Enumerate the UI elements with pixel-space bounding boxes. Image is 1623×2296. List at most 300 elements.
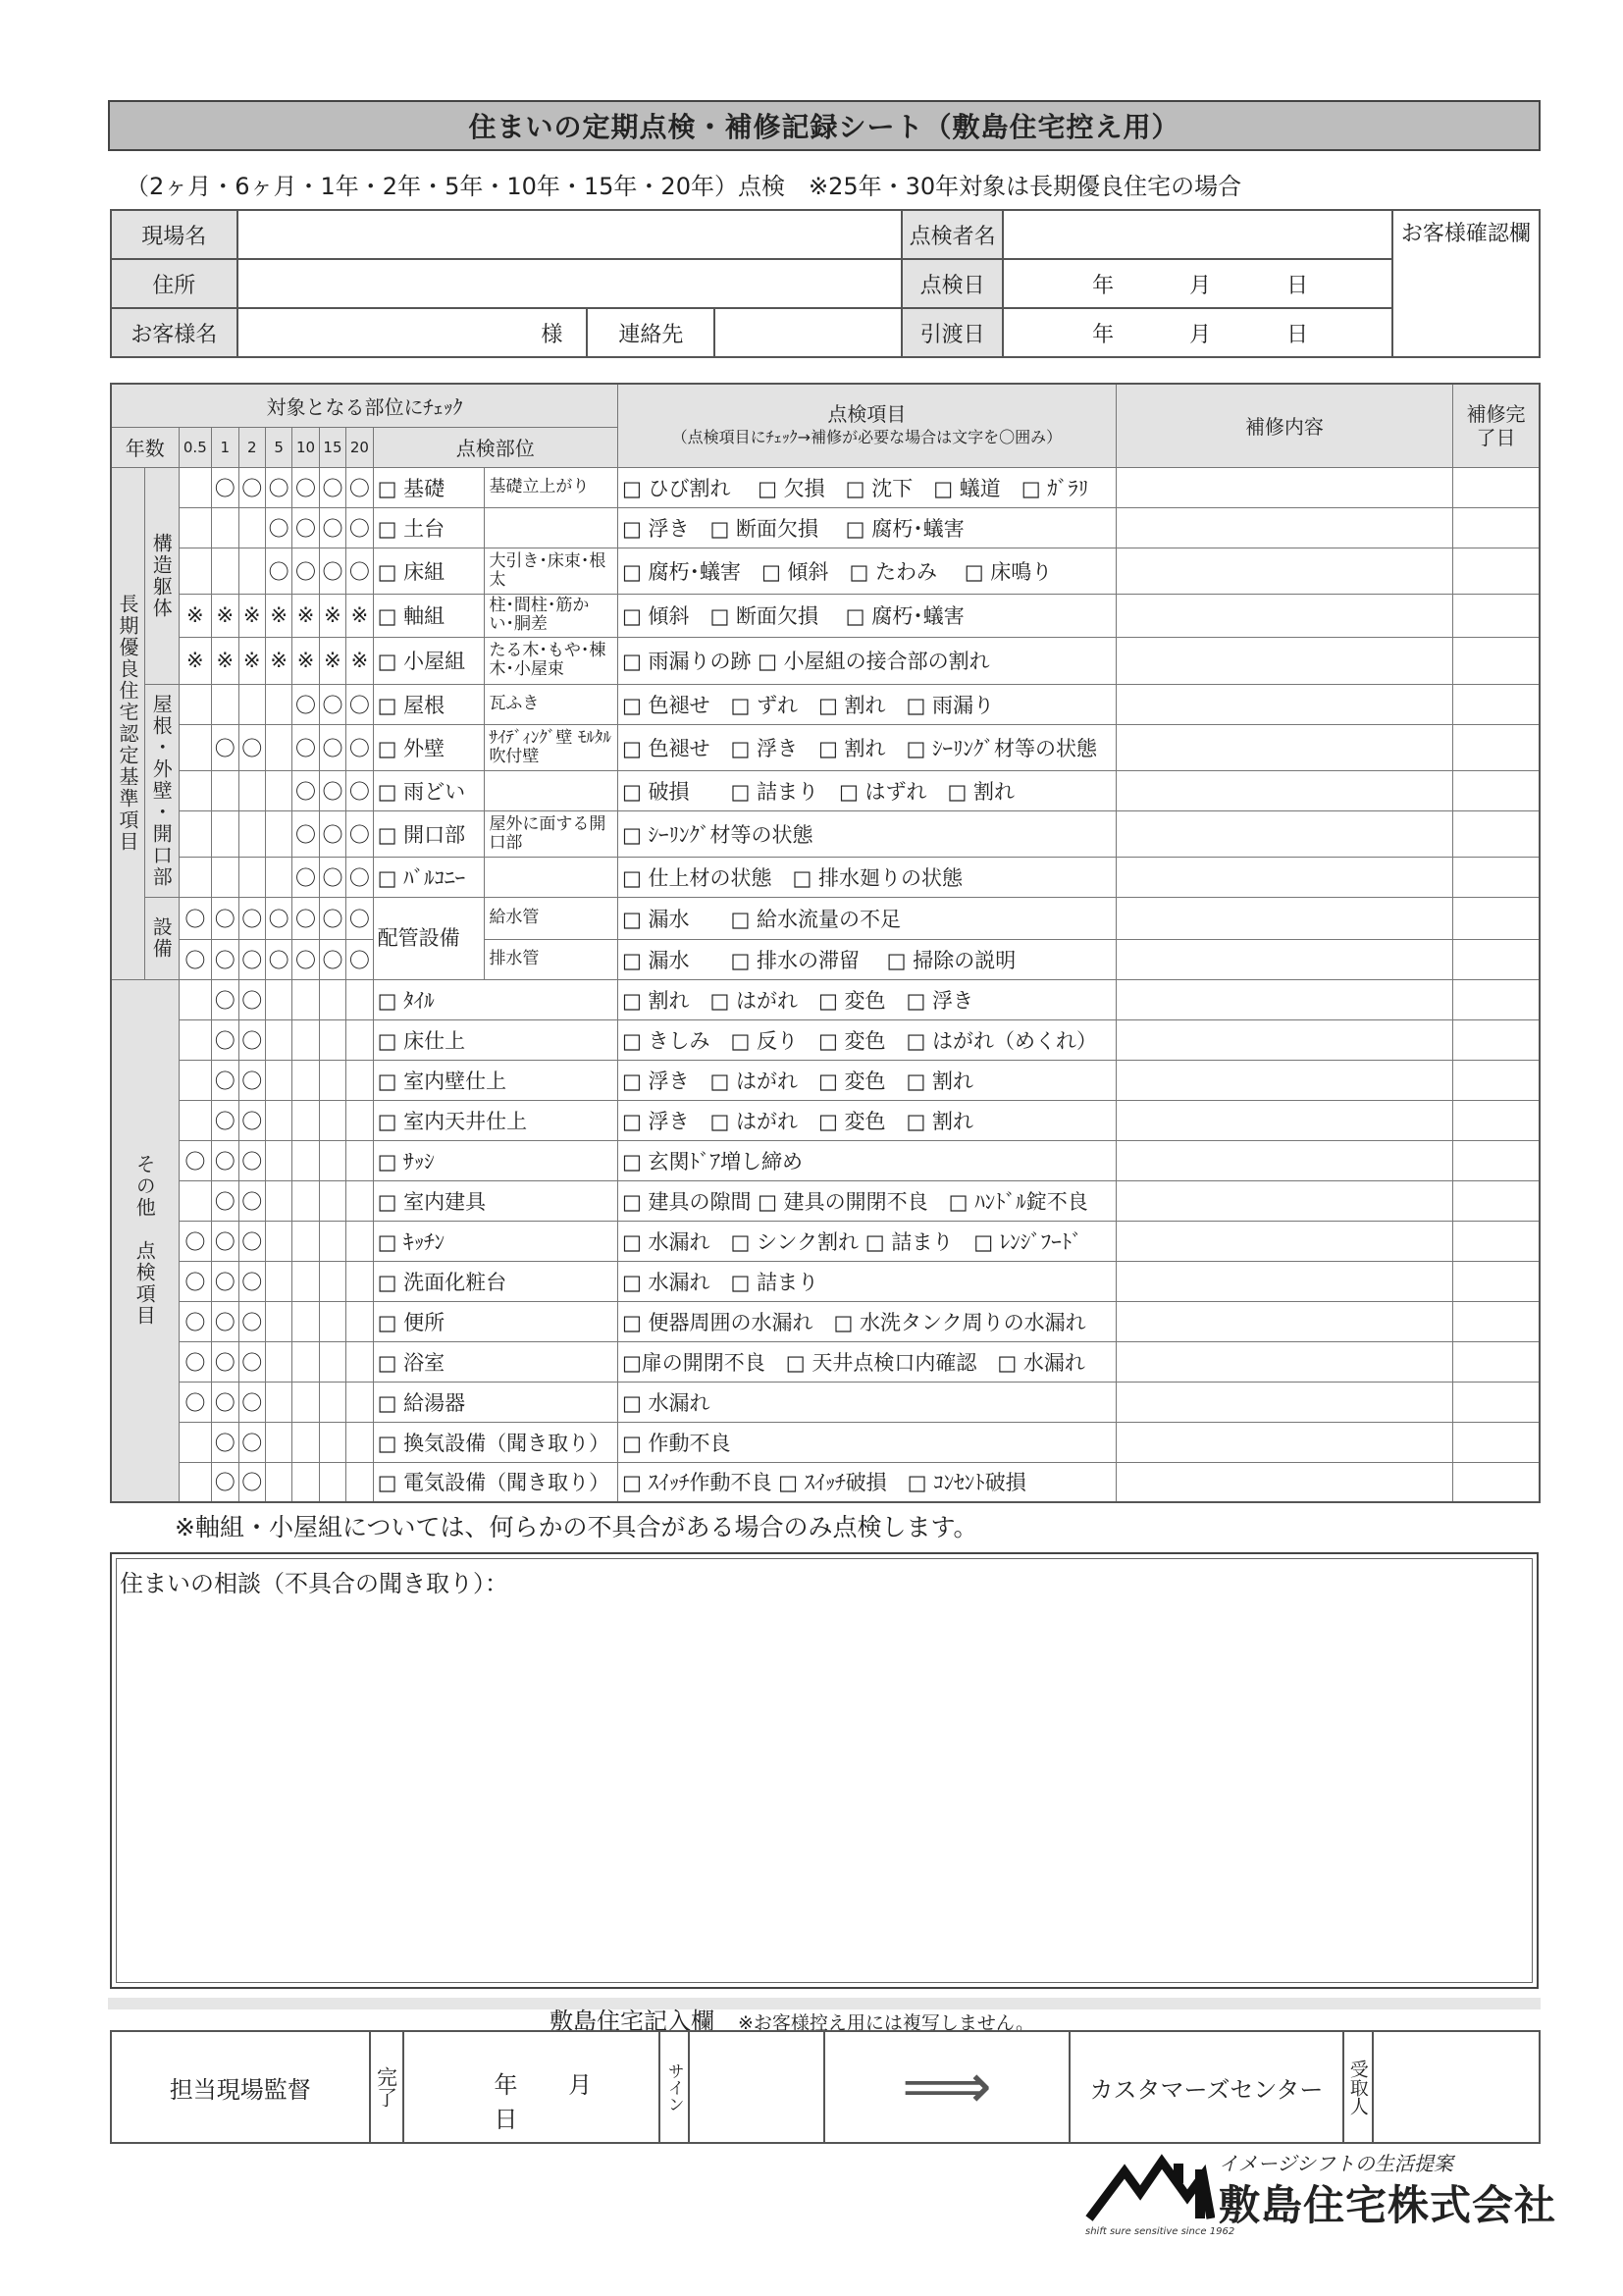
year-mark [265, 724, 291, 770]
year-mark [265, 810, 291, 857]
inspection-items[interactable]: □ 漏水 □ 給水流量の不足 [617, 897, 1116, 939]
address-field[interactable] [237, 259, 903, 308]
year-mark [319, 1341, 345, 1382]
year-mark [319, 1261, 345, 1301]
year-header: 2 [238, 427, 265, 467]
year-mark: 〇 [212, 1019, 238, 1060]
repair-content-cell[interactable] [1116, 810, 1452, 857]
consultation-box[interactable] [110, 1552, 1539, 1989]
inspection-items[interactable]: □ 雨漏りの跡 □ 小屋組の接合部の割れ [617, 637, 1116, 684]
year-mark: 〇 [212, 1422, 238, 1462]
table-row [111, 1180, 1540, 1221]
address-label: 住所 [111, 259, 237, 308]
year-mark: 〇 [319, 548, 345, 594]
inspection-items[interactable]: □ きしみ □ 反り □ 変色 □ はがれ（めくれ） [617, 1019, 1116, 1060]
part-checkbox[interactable]: □ ﾀｲﾙ [373, 979, 617, 1019]
year-mark [292, 1140, 319, 1180]
part-detail: 屋外に面する開口部 [485, 810, 618, 857]
repair-done-date-cell[interactable] [1453, 1100, 1540, 1140]
inspection-items[interactable]: □ 漏水 □ 排水の滞留 □ 掃除の説明 [617, 939, 1116, 979]
customer-name-field[interactable] [237, 308, 588, 357]
part-detail: 排水管 [485, 939, 618, 979]
part-checkbox[interactable]: □ 電気設備（聞き取り） [373, 1462, 617, 1502]
repair-content-cell[interactable] [1116, 1140, 1452, 1180]
year-mark [346, 1180, 373, 1221]
repair-header: 補修内容 [1116, 384, 1452, 467]
site-name-field[interactable] [237, 210, 903, 259]
year-mark [319, 1019, 345, 1060]
year-mark [179, 857, 212, 897]
year-mark [265, 1341, 291, 1382]
year-mark [319, 1180, 345, 1221]
part-checkbox[interactable]: □ 浴室 [373, 1341, 617, 1382]
part-detail [485, 857, 618, 897]
year-mark [292, 1019, 319, 1060]
year-mark [265, 1140, 291, 1180]
year-mark [265, 770, 291, 810]
day-unit: 日 [1286, 322, 1309, 347]
customer-center-label: カスタマーズセンター [1070, 2031, 1344, 2143]
year-mark: 〇 [292, 897, 319, 939]
year-mark: 〇 [212, 467, 238, 507]
table-row [111, 810, 1540, 857]
year-mark [319, 1060, 345, 1100]
part-checkbox[interactable]: □ 床仕上 [373, 1019, 617, 1060]
inspection-items[interactable]: □ 浮き □ はがれ □ 変色 □ 割れ [617, 1100, 1116, 1140]
arrow-icon: ⟹ [824, 2031, 1070, 2143]
inspection-items[interactable]: □ 浮き □ はがれ □ 変色 □ 割れ [617, 1060, 1116, 1100]
handover-date-label: 引渡日 [902, 308, 1003, 357]
year-mark [212, 507, 238, 548]
year-mark [265, 1221, 291, 1261]
company-tagline: イメージシフトの生活提案 [1219, 2152, 1453, 2175]
year-mark [212, 810, 238, 857]
repair-done-date-cell[interactable] [1453, 979, 1540, 1019]
repair-content-cell[interactable] [1116, 1221, 1452, 1261]
year-mark: 〇 [238, 1261, 265, 1301]
year-mark: 〇 [238, 1060, 265, 1100]
year-mark: 〇 [212, 979, 238, 1019]
inspection-table [110, 383, 1541, 1503]
complete-label: 完了 [370, 2031, 403, 2143]
year-mark: 〇 [238, 467, 265, 507]
repair-done-date-cell[interactable] [1453, 897, 1540, 939]
year-mark: ※ [346, 594, 373, 637]
repair-content-cell[interactable] [1116, 1301, 1452, 1341]
part-checkbox[interactable]: □ 開口部 [373, 810, 485, 857]
year-mark [346, 1462, 373, 1502]
company-entry-table [110, 2030, 1541, 2144]
part-checkbox[interactable]: □ 便所 [373, 1301, 617, 1341]
year-mark [265, 1382, 291, 1422]
year-mark: 〇 [292, 684, 319, 724]
table-row [111, 1221, 1540, 1261]
year-mark: 〇 [265, 467, 291, 507]
year-mark [346, 1019, 373, 1060]
inspection-items[interactable]: □ 水漏れ □ シンク割れ □ 詰まり □ ﾚﾝｼﾞﾌｰﾄﾞ [617, 1221, 1116, 1261]
year-mark [292, 1261, 319, 1301]
part-header: 点検部位 [373, 427, 617, 467]
repair-done-date-cell[interactable] [1453, 1261, 1540, 1301]
company-slogan: shift sure sensitive since 1962 [1085, 2226, 1235, 2237]
year-mark [319, 1140, 345, 1180]
inspection-items[interactable]: □ 腐朽･蟻害 □ 傾斜 □ たわみ □ 床鳴り [617, 548, 1116, 594]
year-mark: 〇 [238, 724, 265, 770]
subgroup-structure: 構造躯体 [145, 467, 180, 684]
repair-done-date-cell[interactable] [1453, 1019, 1540, 1060]
contact-field[interactable] [587, 308, 902, 357]
year-mark [212, 857, 238, 897]
year-mark [292, 1462, 319, 1502]
repair-done-date-cell[interactable] [1453, 467, 1540, 507]
year-mark: 〇 [265, 897, 291, 939]
year-mark [346, 1100, 373, 1140]
repair-content-cell[interactable] [1116, 637, 1452, 684]
handover-date-field[interactable] [1003, 308, 1392, 357]
repair-content-cell[interactable] [1116, 1019, 1452, 1060]
year-mark [319, 1422, 345, 1462]
year-mark: 〇 [346, 810, 373, 857]
table-row [111, 770, 1540, 810]
consultation-inner-border [116, 1558, 1533, 1983]
year-mark [265, 1261, 291, 1301]
year-mark [179, 724, 212, 770]
repair-done-date-cell[interactable] [1453, 1180, 1540, 1221]
repair-content-cell[interactable] [1116, 467, 1452, 507]
part-checkbox[interactable]: □ 基礎 [373, 467, 485, 507]
repair-content-cell[interactable] [1116, 1341, 1452, 1382]
year-mark: 〇 [238, 1100, 265, 1140]
year-mark [238, 684, 265, 724]
table-row [111, 979, 1540, 1019]
year-mark [346, 1140, 373, 1180]
part-checkbox[interactable]: □ 軸組 [373, 594, 485, 637]
part-checkbox[interactable]: □ 給湯器 [373, 1382, 617, 1422]
table-row [111, 1140, 1540, 1180]
company-entry-label: 敷島住宅記入欄 [550, 2008, 714, 2035]
part-checkbox[interactable]: □ 床組 [373, 548, 485, 594]
year-mark [319, 979, 345, 1019]
repair-done-date-cell[interactable] [1453, 684, 1540, 724]
table-row [111, 684, 1540, 724]
part-checkbox[interactable]: □ 室内天井仕上 [373, 1100, 617, 1140]
inspection-items[interactable]: □ ひび割れ □ 欠損 □ 沈下 □ 蟻道 □ ｶﾞﾗﾘ [617, 467, 1116, 507]
year-mark [265, 1100, 291, 1140]
part-checkbox[interactable]: □ ｷｯﾁﾝ [373, 1221, 617, 1261]
year-mark [319, 1382, 345, 1422]
part-detail [485, 507, 618, 548]
repair-content-cell[interactable] [1116, 548, 1452, 594]
repair-done-date-cell[interactable] [1453, 1422, 1540, 1462]
repair-content-cell[interactable] [1116, 724, 1452, 770]
year-mark: ※ [346, 637, 373, 684]
table-row [111, 897, 1540, 939]
inspection-items[interactable]: □ 作動不良 [617, 1422, 1116, 1462]
year-mark [346, 1301, 373, 1341]
group-other: その他 点検項目 [111, 979, 179, 1502]
repair-done-date-cell[interactable] [1453, 1462, 1540, 1502]
done-date-header: 補修完了日 [1453, 384, 1540, 467]
inspection-items[interactable]: □ ｽｲｯﾁ作動不良 □ ｽｲｯﾁ破損 □ ｺﾝｾﾝﾄ破損 [617, 1462, 1116, 1502]
customer-confirm-box[interactable] [1392, 210, 1540, 357]
table-row [111, 1301, 1540, 1341]
part-detail: ｻｲﾃﾞｨﾝｸﾞ壁 ﾓﾙﾀﾙ吹付壁 [485, 724, 618, 770]
year-mark: 〇 [179, 1301, 212, 1341]
repair-content-cell[interactable] [1116, 684, 1452, 724]
repair-content-cell[interactable] [1116, 979, 1452, 1019]
subgroup-roof-wall: 屋根・外壁・開口部 [145, 684, 180, 897]
year-mark: 〇 [346, 770, 373, 810]
inspection-items[interactable]: □ 浮き □ 断面欠損 □ 腐朽･蟻害 [617, 507, 1116, 548]
year-mark: 〇 [212, 1301, 238, 1341]
repair-content-cell[interactable] [1116, 897, 1452, 939]
year-mark [265, 684, 291, 724]
year-mark [346, 1261, 373, 1301]
inspection-items[interactable]: □ 色褪せ □ 浮き □ 割れ □ ｼｰﾘﾝｸﾞ材等の状態 [617, 724, 1116, 770]
year-mark: 〇 [265, 548, 291, 594]
year-mark: 〇 [292, 810, 319, 857]
year-mark: 〇 [238, 1462, 265, 1502]
year-mark: 〇 [238, 1301, 265, 1341]
inspection-items[interactable]: □扉の開閉不良 □ 天井点検口内確認 □ 水漏れ [617, 1341, 1116, 1382]
year-mark: 〇 [238, 979, 265, 1019]
consultation-label: 住まいの相談（不具合の聞き取り）： [120, 1570, 508, 1597]
complete-date-field[interactable] [403, 2031, 660, 2143]
table-row [111, 594, 1540, 637]
inspection-items[interactable]: □ 仕上材の状態 □ 排水廻りの状態 [617, 857, 1116, 897]
year-mark [179, 507, 212, 548]
year-mark: 〇 [212, 939, 238, 979]
table-row [111, 1422, 1540, 1462]
table-row [111, 1100, 1540, 1140]
year-mark: 〇 [238, 1422, 265, 1462]
year-unit: 年 [1092, 322, 1115, 347]
repair-done-date-cell[interactable] [1453, 1060, 1540, 1100]
year-mark: 〇 [319, 939, 345, 979]
year-mark: 〇 [319, 724, 345, 770]
subgroup-equipment: 設備 [145, 897, 180, 979]
year-mark [292, 1180, 319, 1221]
repair-content-cell[interactable] [1116, 1382, 1452, 1422]
repair-done-date-cell[interactable] [1453, 594, 1540, 637]
year-mark [179, 467, 212, 507]
year-mark: ※ [238, 637, 265, 684]
year-mark: ※ [212, 637, 238, 684]
repair-done-date-cell[interactable] [1453, 637, 1540, 684]
inspection-period-note: （2ヶ月・6ヶ月・1年・2年・5年・10年・15年・20年）点検 ※25年・30年対象は長期優良住宅の場合 [126, 173, 1242, 200]
house-logo-icon [1085, 2154, 1215, 2222]
year-mark [265, 1180, 291, 1221]
repair-done-date-cell[interactable] [1453, 548, 1540, 594]
repair-content-cell[interactable] [1116, 1261, 1452, 1301]
year-mark [346, 979, 373, 1019]
year-mark [179, 684, 212, 724]
header-info-table [110, 209, 1541, 358]
repair-done-date-cell[interactable] [1453, 724, 1540, 770]
year-mark [265, 1301, 291, 1341]
year-mark [265, 979, 291, 1019]
year-mark [292, 1060, 319, 1100]
part-checkbox[interactable]: □ 室内壁仕上 [373, 1060, 617, 1100]
year-mark [319, 1221, 345, 1261]
year-mark: 〇 [346, 548, 373, 594]
year-mark: 〇 [212, 1140, 238, 1180]
year-mark: 〇 [212, 1462, 238, 1502]
year-mark: 〇 [319, 684, 345, 724]
repair-content-cell[interactable] [1116, 1462, 1452, 1502]
table-row [111, 1382, 1540, 1422]
part-checkbox[interactable]: □ 換気設備（聞き取り） [373, 1422, 617, 1462]
year-mark: 〇 [212, 1060, 238, 1100]
repair-done-date-cell[interactable] [1453, 1382, 1540, 1422]
part-checkbox[interactable]: □ ﾊﾞﾙｺﾆｰ [373, 857, 485, 897]
part-detail: 基礎立上がり [485, 467, 618, 507]
month-unit: 月 [568, 2071, 593, 2099]
inspection-items[interactable]: □ 割れ □ はがれ □ 変色 □ 浮き [617, 979, 1116, 1019]
year-mark [319, 1100, 345, 1140]
year-mark: 〇 [179, 1341, 212, 1382]
repair-done-date-cell[interactable] [1453, 939, 1540, 979]
year-mark: ※ [179, 594, 212, 637]
items-header-note: （点検項目にﾁｪｯｸ→補修が必要な場合は文字を〇囲み） [671, 427, 1063, 446]
year-mark: 〇 [319, 770, 345, 810]
receiver-field[interactable] [1373, 2031, 1540, 2143]
year-mark [238, 548, 265, 594]
inspection-items[interactable]: □ 便器周囲の水漏れ □ 水洗タンク周りの水漏れ [617, 1301, 1116, 1341]
repair-content-cell[interactable] [1116, 1180, 1452, 1221]
sign-field[interactable] [689, 2031, 824, 2143]
inspection-items[interactable]: □ 傾斜 □ 断面欠損 □ 腐朽･蟻害 [617, 594, 1116, 637]
repair-content-cell[interactable] [1116, 507, 1452, 548]
year-mark [179, 1180, 212, 1221]
year-mark: 〇 [346, 684, 373, 724]
year-mark: 〇 [179, 1382, 212, 1422]
company-name: 敷島住宅株式会社 [1219, 2181, 1557, 2229]
repair-content-cell[interactable] [1116, 770, 1452, 810]
year-mark [179, 1060, 212, 1100]
repair-content-cell[interactable] [1116, 1100, 1452, 1140]
year-mark: ※ [292, 637, 319, 684]
inspection-items[interactable]: □ 玄関ﾄﾞｱ増し締め [617, 1140, 1116, 1180]
year-mark: 〇 [212, 1180, 238, 1221]
part-checkbox[interactable]: □ ｻｯｼ [373, 1140, 617, 1180]
repair-content-cell[interactable] [1116, 594, 1452, 637]
year-mark: 〇 [238, 897, 265, 939]
inspect-date-field[interactable] [1003, 259, 1392, 308]
repair-done-date-cell[interactable] [1453, 1301, 1540, 1341]
year-mark [292, 1341, 319, 1382]
year-mark: 〇 [212, 1382, 238, 1422]
inspection-note: ※軸組・小屋組については、何らかの不具合がある場合のみ点検します。 [175, 1513, 978, 1541]
year-mark [179, 810, 212, 857]
repair-done-date-cell[interactable] [1453, 857, 1540, 897]
inspection-items[interactable]: □ 水漏れ [617, 1382, 1116, 1422]
table-row [111, 1060, 1540, 1100]
part-checkbox[interactable]: □ 外壁 [373, 724, 485, 770]
year-mark: 〇 [212, 1261, 238, 1301]
repair-content-cell[interactable] [1116, 857, 1452, 897]
repair-content-cell[interactable] [1116, 1422, 1452, 1462]
year-mark [265, 857, 291, 897]
year-mark [292, 1221, 319, 1261]
part-piping[interactable]: 配管設備 [373, 897, 485, 979]
table-row [111, 1261, 1540, 1301]
year-mark: 〇 [238, 1180, 265, 1221]
year-mark [346, 1382, 373, 1422]
part-checkbox[interactable]: □ 室内建具 [373, 1180, 617, 1221]
part-detail: たる木･もや･棟木･小屋束 [485, 637, 618, 684]
year-mark: 〇 [238, 1382, 265, 1422]
year-mark [265, 1019, 291, 1060]
part-detail [485, 770, 618, 810]
repair-done-date-cell[interactable] [1453, 1341, 1540, 1382]
year-mark [179, 548, 212, 594]
year-mark [179, 1019, 212, 1060]
year-mark: ※ [292, 594, 319, 637]
part-detail: 瓦ふき [485, 684, 618, 724]
year-mark: 〇 [212, 1341, 238, 1382]
year-mark: 〇 [346, 897, 373, 939]
year-mark [292, 1422, 319, 1462]
inspection-items[interactable]: □ ｼｰﾘﾝｸﾞ材等の状態 [617, 810, 1116, 857]
part-checkbox[interactable]: □ 雨どい [373, 770, 485, 810]
repair-done-date-cell[interactable] [1453, 1140, 1540, 1180]
year-mark: 〇 [238, 1140, 265, 1180]
year-header: 0.5 [179, 427, 212, 467]
part-checkbox[interactable]: □ 洗面化粧台 [373, 1261, 617, 1301]
customer-confirm-label: お客様確認欄 [1400, 222, 1531, 246]
inspector-field[interactable] [1003, 210, 1392, 259]
year-mark: 〇 [179, 1140, 212, 1180]
inspection-items[interactable]: □ 水漏れ □ 詰まり [617, 1261, 1116, 1301]
year-mark: 〇 [179, 939, 212, 979]
document-title: 住まいの定期点検・補修記録シート（敷島住宅控え用） [108, 100, 1541, 151]
repair-done-date-cell[interactable] [1453, 507, 1540, 548]
year-mark [212, 684, 238, 724]
inspection-items[interactable]: □ 色褪せ □ ずれ □ 割れ □ 雨漏り [617, 684, 1116, 724]
part-checkbox[interactable]: □ 土台 [373, 507, 485, 548]
year-mark [179, 1462, 212, 1502]
year-mark [238, 810, 265, 857]
repair-content-cell[interactable] [1116, 939, 1452, 979]
year-mark: 〇 [346, 857, 373, 897]
repair-done-date-cell[interactable] [1453, 810, 1540, 857]
year-mark: 〇 [292, 467, 319, 507]
table-row [111, 1341, 1540, 1382]
inspection-items[interactable]: □ 破損 □ 詰まり □ はずれ □ 割れ [617, 770, 1116, 810]
part-detail: 大引き･床束･根太 [485, 548, 618, 594]
part-checkbox[interactable]: □ 屋根 [373, 684, 485, 724]
year-mark [292, 979, 319, 1019]
part-checkbox[interactable]: □ 小屋組 [373, 637, 485, 684]
repair-done-date-cell[interactable] [1453, 1221, 1540, 1261]
year-mark: ※ [212, 594, 238, 637]
honorific-sama: 様 [541, 322, 563, 347]
year-mark: 〇 [319, 467, 345, 507]
year-mark: 〇 [238, 939, 265, 979]
table-row [111, 1019, 1540, 1060]
receiver-label: 受取人 [1343, 2031, 1373, 2143]
repair-done-date-cell[interactable] [1453, 770, 1540, 810]
table-row [111, 857, 1540, 897]
inspection-items[interactable]: □ 建具の隙間 □ 建具の開閉不良 □ ﾊﾝﾄﾞﾙ錠不良 [617, 1180, 1116, 1221]
repair-content-cell[interactable] [1116, 1060, 1452, 1100]
year-mark [346, 1221, 373, 1261]
year-mark: 〇 [319, 507, 345, 548]
year-mark: 〇 [212, 724, 238, 770]
part-detail: 柱･間柱･筋かい･胴差 [485, 594, 618, 637]
year-mark [346, 1060, 373, 1100]
